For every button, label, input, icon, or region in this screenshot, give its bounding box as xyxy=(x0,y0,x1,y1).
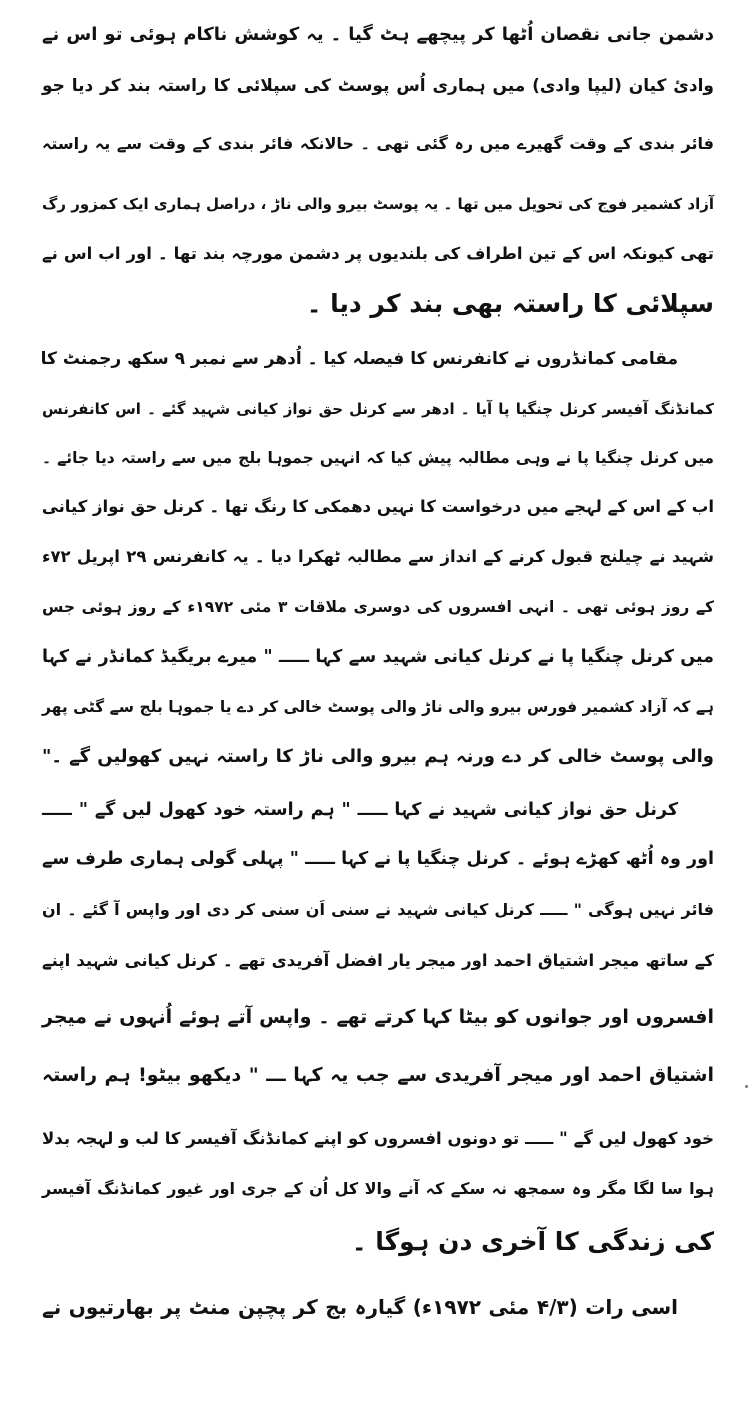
text-line: فائر بندی کے وقت گھیرے میں رہ گئی تھی ۔ حالانکہ فائر بندی کے وقت سے یہ راستہ xyxy=(42,134,714,153)
text-line: کے ساتھ میجر اشتیاق احمد اور میجر یار افضل آفریدی تھے ۔ کرنل کیانی شہید اپنے xyxy=(42,951,714,970)
text-line: وادیٔ کیان (لیپا وادی) میں ہماری اُس پوسٹ کی سپلائی کا راستہ بند کر دیا جو xyxy=(42,76,714,96)
text-line: افسروں اور جوانوں کو بیٹا کہا کرتے تھے ۔ واپس آتے ہوئے اُنہوں نے میجر xyxy=(42,1006,714,1028)
paragraph-first-line: اسی رات (۴/۳ مئی ۱۹۷۲ء) گیارہ بج کر پچپن منٹ پر بھارتیوں نے xyxy=(42,1295,679,1319)
text-line: ہوا سا لگا مگر وہ سمجھ نہ سکے کہ آنے والا کل اُن کے جری اور غیور کمانڈنگ آفیسر xyxy=(42,1179,714,1198)
paragraph-first-line: کرنل حق نواز کیانی شہید نے کہا ـــــ " ہم راستہ خود کھول لیں گے " ـــــ xyxy=(42,800,678,820)
text-line: ہے کہ آزاد کشمیر فورس بیرو والی ناڑ والی پوسٹ خالی کر دے یا جموہا بلج سے گٹی پھر xyxy=(42,698,714,716)
text-line: اب کے اس کے لہجے میں درخواست کا نہیں دھمکی کا رنگ تھا ۔ کرنل حق نواز کیانی xyxy=(41,497,714,516)
text-line: فائر نہیں ہوگی " ـــــ کرنل کیانی شہید نے سنی اَن سنی کر دی اور واپس آ گئے ۔ ان xyxy=(42,900,714,919)
text-line: والی پوسٹ خالی کر دے ورنہ ہم بیرو والی ناڑ کا راستہ نہیں کھولیں گے ۔" xyxy=(42,746,714,767)
text-line: تھی کیونکہ اس کے تین اطراف کی بلندیوں پر دشمن مورچہ بند تھا ۔ اور اب اس نے xyxy=(42,244,714,263)
text-line: اور وہ اُٹھ کھڑے ہوئے ۔ کرنل چنگیا پا نے کہا ـــــ " پہلی گولی ہماری طرف سے xyxy=(42,849,714,869)
scan-speck xyxy=(745,1085,748,1088)
paragraph-first-line: مقامی کمانڈروں نے کانفرنس کا فیصلہ کیا ۔ اُدھر سے نمبر ۹ سکھ رجمنٹ کا xyxy=(40,349,678,369)
text-line: کی زندگی کا آخری دن ہوگا ۔ xyxy=(351,1227,714,1256)
text-line: آزاد کشمیر فوج کی تحویل میں تھا ۔ یہ پوسٹ بیرو والی ناڑ ، دراصل ہماری ایک کمزور رگ xyxy=(42,195,714,213)
text-line: کے روز ہوئی تھی ۔ انہی افسروں کی دوسری ملاقات ۳ مئی ۱۹۷۲ء کے روز ہوئی جس xyxy=(42,598,714,616)
text-line: میں کرنل چنگیا پا نے وہی مطالبہ پیش کیا کہ انہیں جموہا بلج میں سے راستہ دیا جائے ۔ xyxy=(42,449,714,467)
text-line: میں کرنل چنگیا پا نے کرنل کیانی شہید سے کہا ـــــ " میرے بریگیڈ کمانڈر نے کہا xyxy=(42,647,714,667)
text-line: کمانڈنگ آفیسر کرنل چنگیا پا آیا ۔ ادھر سے کرنل حق نواز کیانی شہید گئے ۔ اس کانفرنس xyxy=(42,400,714,418)
text-line: خود کھول لیں گے " ـــــ تو دونوں افسروں کو اپنے کمانڈنگ آفیسر کا لب و لہجہ بدلا xyxy=(42,1129,714,1148)
text-line: شہید نے چیلنج قبول کرنے کے انداز سے مطالبہ ٹھکرا دیا ۔ یہ کانفرنس ۲۹ اپریل ۷۲ء xyxy=(42,547,715,566)
text-line: اشتیاق احمد اور میجر آفریدی سے جب یہ کہا ـــ " دیکھو بیٹو! ہم راستہ xyxy=(42,1064,714,1086)
text-line: سپلائی کا راستہ بھی بند کر دیا ۔ xyxy=(306,289,714,318)
text-line: دشمن جانی نقصان اُٹھا کر پیچھے ہٹ گیا ۔ یہ کوشش ناکام ہوئی تو اس نے xyxy=(42,24,714,45)
